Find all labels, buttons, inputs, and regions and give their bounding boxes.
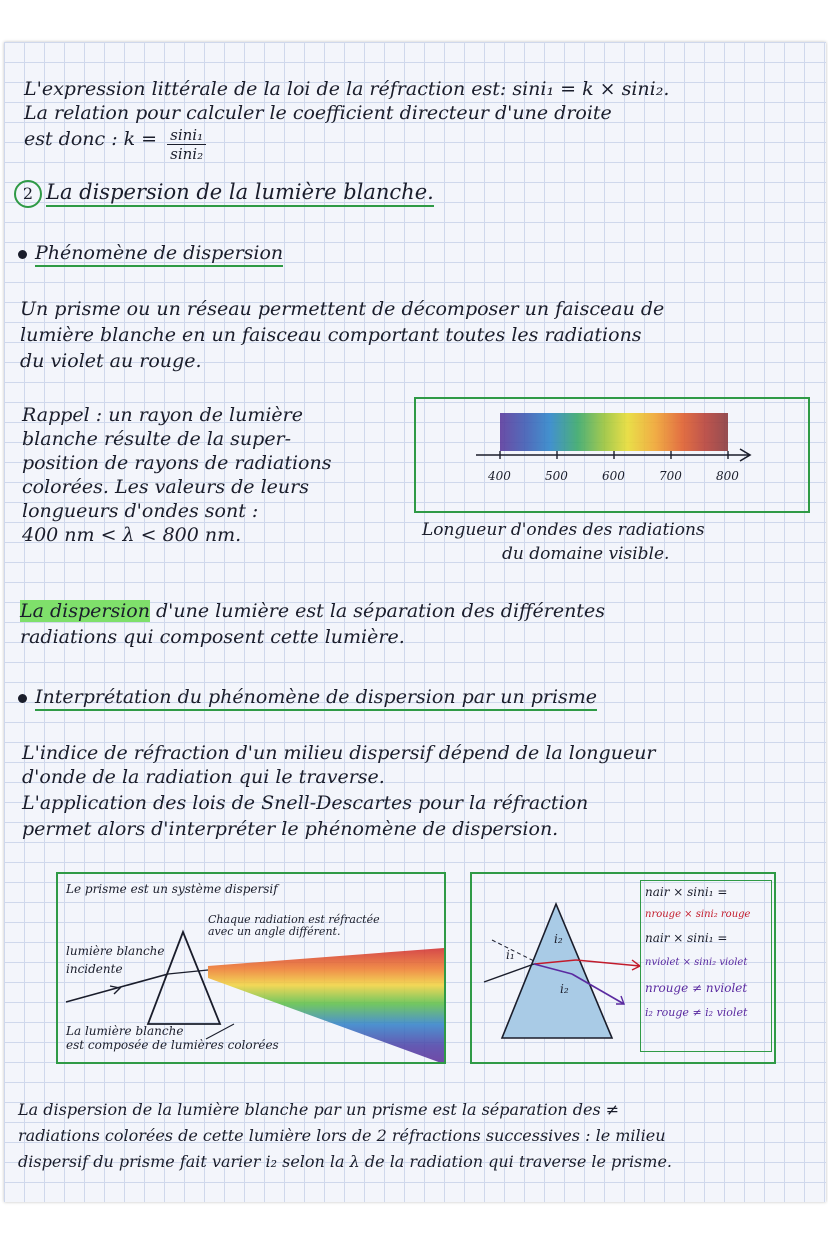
- tick-400: 400: [488, 469, 511, 483]
- para2-line-2: d'onde de la radiation qui le traverse.: [22, 766, 385, 788]
- fraction-numerator: sini₁: [167, 126, 206, 145]
- intro-line-3: [24, 126, 206, 163]
- definition-line-2: radiations qui composent cette lumière.: [20, 626, 405, 648]
- definition-highlight: La dispersion: [20, 600, 150, 622]
- tick-700: 700: [659, 469, 682, 483]
- eq-3: nair × sini₁ =: [645, 931, 728, 945]
- prism-title: Le prisme est un système dispersif: [66, 882, 278, 896]
- notebook-page: [4, 42, 826, 1202]
- subheading-interpretation: [18, 684, 597, 710]
- para1-line-3: du violet au rouge.: [20, 350, 202, 372]
- para2-line-3: L'application des lois de Snell-Descartes pour la réfraction: [22, 792, 589, 814]
- conclusion-line-1: La dispersion de la lumière blanche par un prisme est la séparation des ≠: [18, 1100, 620, 1119]
- angle-i2-top: i₂: [554, 932, 563, 946]
- tick-600: 600: [602, 469, 625, 483]
- section-2-title: La dispersion de la lumière blanche.: [46, 180, 434, 207]
- section-number: 2: [14, 180, 42, 208]
- rappel-line-3: position de rayons de radiations: [22, 452, 332, 474]
- conclusion-line-2: radiations colorées de cette lumière lors de 2 réfractions successives : le milieu: [18, 1126, 666, 1145]
- eq-6: i₂ rouge ≠ i₂ violet: [645, 1006, 748, 1019]
- spectrum-caption-2: du domaine visible.: [502, 544, 670, 564]
- spectrum-box: [414, 397, 810, 513]
- conclusion-line-3: dispersif du prisme fait varier i₂ selon la λ de la radiation qui traverse le prisme.: [18, 1152, 672, 1171]
- subheading-title: Phénomène de dispersion: [35, 242, 283, 267]
- fraction-denominator: sini₂: [170, 145, 204, 163]
- subheading-dispersion: [18, 240, 283, 266]
- prism-note-1: Chaque radiation est réfractée: [208, 913, 380, 926]
- incident-light-label-2: incidente: [66, 962, 123, 976]
- para2-line-4: permet alors d'interpréter le phénomène de dispersion.: [22, 818, 559, 840]
- bullet-icon: [18, 694, 27, 703]
- rappel-line-5: longueurs d'ondes sont :: [22, 500, 259, 522]
- prism-bottom-2: est composée de lumières colorées: [66, 1038, 279, 1052]
- rappel-line-1: Rappel : un rayon de lumière: [22, 404, 303, 426]
- section-2-heading: [14, 180, 434, 208]
- intro-line-1: L'expression littérale de la loi de la réfraction est: sini₁ = k × sini₂.: [24, 78, 670, 100]
- spectrum-axis: [416, 399, 808, 511]
- intro-line-2: La relation pour calculer le coefficient directeur d'une droite: [24, 102, 612, 124]
- bullet-icon: [18, 250, 27, 259]
- rappel-line-2: blanche résulte de la super-: [22, 428, 292, 450]
- spectrum-caption-1: Longueur d'ondes des radiations: [422, 520, 705, 540]
- prism-refraction-diagram: [470, 872, 776, 1064]
- prism-note-2: avec un angle différent.: [208, 925, 341, 938]
- angle-i2-bottom: i₂: [560, 982, 569, 996]
- fraction: [167, 126, 206, 163]
- equations-box: [640, 880, 772, 1052]
- definition-line-1: [20, 598, 605, 624]
- eq-4: nviolet × sini₂ violet: [645, 957, 748, 968]
- prism-dispersion-diagram: [56, 872, 446, 1064]
- eq-2: nrouge × sini₂ rouge: [645, 909, 751, 920]
- definition-rest: d'une lumière est la séparation des différentes: [149, 600, 605, 622]
- tick-800: 800: [716, 469, 739, 483]
- prism-bottom-1: La lumière blanche: [66, 1024, 184, 1038]
- incident-light-label-1: lumière blanche: [66, 944, 165, 958]
- eq-5: nrouge ≠ nviolet: [645, 981, 748, 995]
- para2-line-1: L'indice de réfraction d'un milieu dispersif dépend de la longueur: [22, 742, 656, 764]
- intro-prefix: est donc : k =: [24, 128, 158, 150]
- rappel-line-6: 400 nm < λ < 800 nm.: [22, 524, 242, 546]
- subheading-title: Interprétation du phénomène de dispersion par un prisme: [35, 686, 597, 711]
- para1-line-2: lumière blanche en un faisceau comportant toutes les radiations: [20, 324, 642, 346]
- rappel-line-4: colorées. Les valeurs de leurs: [22, 476, 309, 498]
- refraction-drawing: [472, 874, 642, 1062]
- eq-1: nair × sini₁ =: [645, 885, 728, 899]
- para1-line-1: Un prisme ou un réseau permettent de décomposer un faisceau de: [20, 298, 665, 320]
- tick-500: 500: [545, 469, 568, 483]
- angle-i1: i₁: [506, 948, 515, 962]
